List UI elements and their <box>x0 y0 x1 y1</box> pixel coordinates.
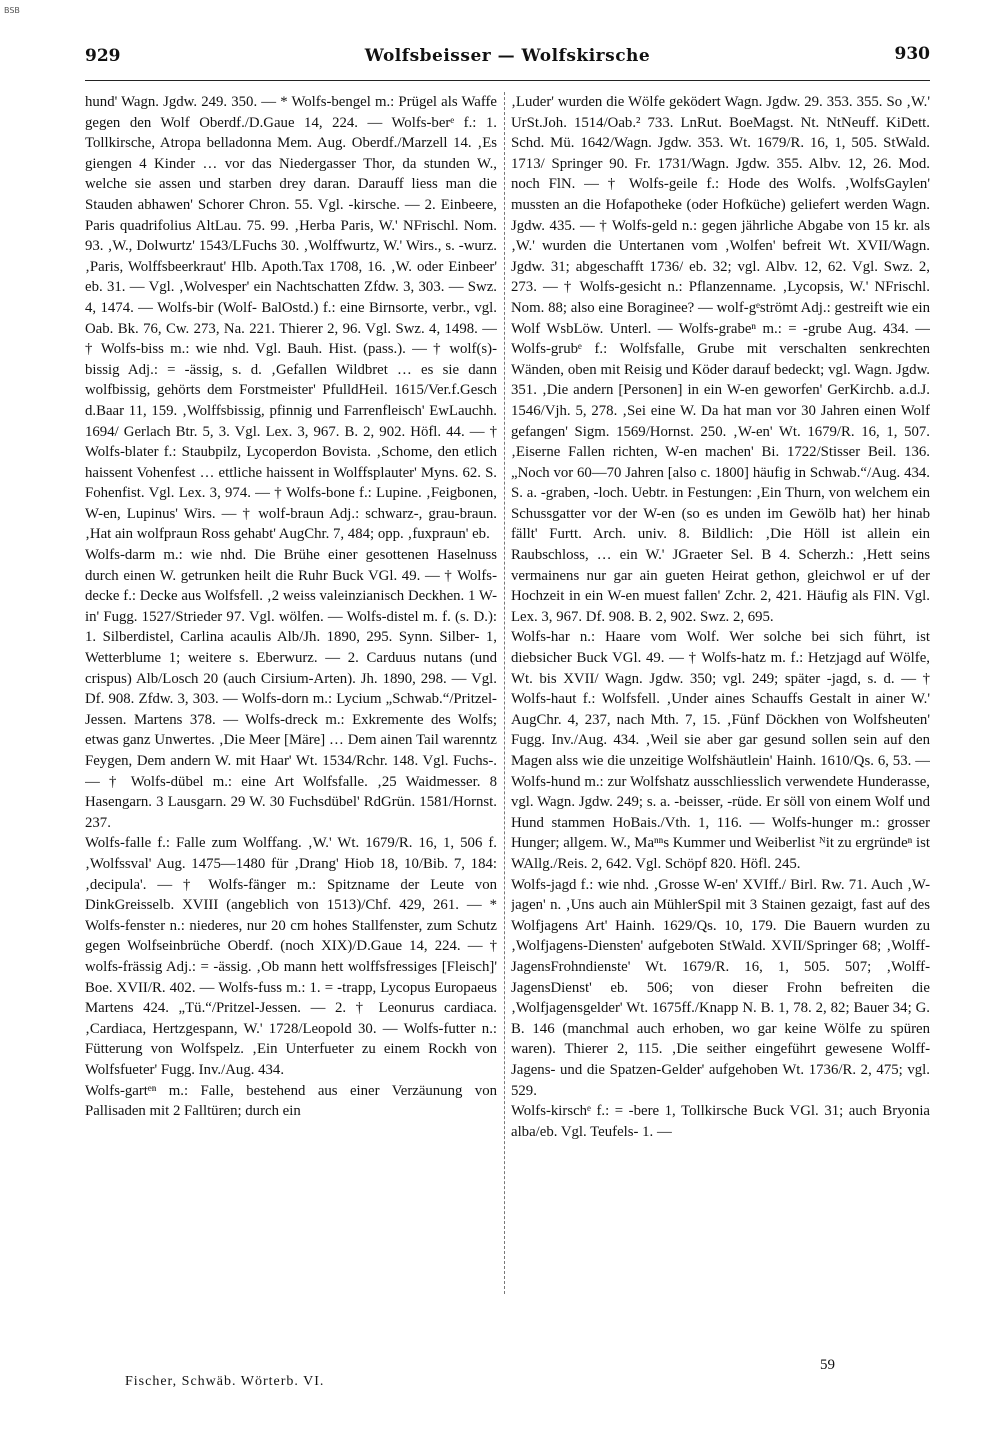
page-number-right: 930 <box>894 44 930 64</box>
library-stamp: BSB <box>4 6 20 15</box>
entry-block: Wolfs-darm m.: wie nhd. Die Brühe einer gesottenen Haselnuss durch einen W. getrunken heilt die Ruhr Buck VGl. 49. — † Wolfs-decke f.: Decke aus Wolfsfell. ‚2 weiss valeinzianisch Deckhen. 1 W-in' Fugg. 1527/Strieder 97. Vgl. wölfen. — Wolfs-distel m. f. (s. D.): 1. Silberdistel, Carlina acaulis Alb/Jh. 1890, 295. Synn. Silber- 1, Wetterblume 1; weitere s. Eberwurz. — 2. Carduus nutans (und crispus) Alb/Losch 20 (auch Cirsium-Arten). Jh. 1890, 298. — Vgl. Df. 908. Zfdw. 3, 303. — Wolfs-dorn m.: Lycium „Schwab.“/Pritzel-Jessen. Martens 378. — Wolfs-dreck m.: Exkremente des Wolfs; etwas ganz Unwertes. ‚Die Meer [Märe] … Dem ainen Tail warenntz Feygen, Dem andern W. mit Haar' Wt. 1534/Rchr. 148. Vgl. Fuchs-. — † Wolfs-dübel m.: eine Art Wolfsfalle. ‚25 Waidmesser. 8 Hasengarn. 3 Lausgarn. 29 W. 30 Fuchsdübel' RdGrün. 1581/Hornst. 237. <box>85 547 497 831</box>
entry-block: hund' Wagn. Jgdw. 249. 350. — * Wolfs-bengel m.: Prügel als Waffe gegen den Wolf Oberdf./D.Gaue 14, 224. — Wolfs-berᵉ f.: 1. Tollkirsche, Atropa belladonna Mem. Aug. Oberdf./Marzell 14. ‚Es giengen 4 Kinder … vor das Niedergasser Thor, da stunden W., welche sie assen und starben drey daran. Darauff liess man die Stauden abhawen' Schorer Chron. 55. Vgl. -kirsche. — 2. Einbeere, Paris quadrifolius AltLau. 75. 99. ‚Herba Paris, W.' NFrischl. Nom. 93. ‚W., Dolwurtz' 1543/LFuchs 30. ‚Wolffwurtz, W.' Wirs., s. -wurz. ‚Paris, Wolffsbeerkraut' Hlb. Apoth.Tax 1708, 16. ‚W. oder Einbeer' eb. 31. — Vgl. ‚Wolvesper' ein Nachtschatten Zfdw. 3, 303. — Swz. 4, 1474. — Wolfs-bir (Wolf- BalOstd.) f.: eine Birnsorte, verbr., vgl. Oab. Bk. 76, Cw. 273, Na. 221. Thierer 2, 96. Vgl. Swz. 4, 1498. — † Wolfs-biss m.: wie nhd. Vgl. Bauh. Hist. (pass.). — † wolf(s)-bissig Adj.: = -ässig, s. d. ‚Gefallen Wildbret … es sie dann wolfbissig, gehörts dem Forstmeister' PfulldHeil. 1615/Ver.f.Gesch d.Baar 11, 159. ‚Wolffsbissig, pfinnig und Farrenfleisch' EwLauchh. 1694/ Gerlach Btr. 5, 3. Vgl. Lex. 3, 967. B. 2, 902. Höfl. 44. — † Wolfs-blater f.: Staubpilz, Lycoperdon Bovista. ‚Schome, den etlich haissent Vohenfest … ettliche haissent in Wolffsplauter' Myns. 62. S. Fohenfist. Vgl. Lex. 3, 974. — † Wolfs-bone f.: Lupine. ‚Feigbonen, W-en, Lupinus' Wirs. — † wolf-braun Adj.: schwarz-, grau-braun. ‚Hat ain wolfpraun Ross gehabt' AugChr. 7, 484; opp. ‚fuxpraun' eb. <box>85 94 497 543</box>
entry-block: Wolfs-gartᵉⁿ m.: Falle, bestehend aus einer Verzäunung von Pallisaden mit 2 Falltüren; durch ein <box>85 1082 497 1120</box>
entry-block: Wolfs-kirschᵉ f.: = -bere 1, Tollkirsche Buck VGl. 31; auch Bryonia alba/eb. Vgl. Teufels- 1. — <box>511 1103 930 1140</box>
column-divider <box>504 92 505 1294</box>
text-columns <box>85 92 930 1354</box>
entry-block: Wolfs-jagd f.: wie nhd. ‚Grosse W-en' XVIff./ Birl. Rw. 71. Auch ‚W-jagen' n. ‚Uns auch ain MühlerSpil mit 3 Stainen gezaigt, fast auf des Wolfjagens Art' Hainh. 1629/Qs. 10, 179. Die Bauern wurden zu ‚Wolfjagens-Diensten' aufgeboten StWald. XVII/Springer 68; ‚Wolff-JagensFrohndienste' Wt. 1679/R. 16, 1, 505. 507; ‚Wolff-JagensDienst' eb. 506; von dieser Frohn befreiten die ‚Wolfjagensgelder' Wt. 1675ff./Knapp N. B. 1, 78. 2, 82; Bauer 34; G. B. 146 (manchmal auch erhoben, wo gar keine Wölfe zu spüren waren). Thierer 2, 115. ‚Die seither eingeführt gewesene Wolff-Jagens- und die Spatzen-Gelder' aufgehoben Wt. 1736/R. 2, 475; vgl. 529. <box>511 876 930 1099</box>
footer-source: Fischer, Schwäb. Wörterb. VI. <box>125 1374 325 1389</box>
entry-block: Wolfs-falle f.: Falle zum Wolffang. ‚W.' Wt. 1679/R. 16, 1, 506 f. ‚Wolfssval' Aug. 1475—1480 für ‚Drang' Hiob 18, 10/Bib. 7, 184: ‚decipula'. — † Wolfs-fänger m.: Spitzname der Leute von DinkGreisselb. XVIII (angeblich von 1513)/Chf. 429, 261. — * Wolfs-fenster n.: niederes, nur 20 cm hohes Stallfenster, zum Schutz gegen Wolfseinbrüche Oberdf. (noch XIX)/D.Gaue 14, 224. — † wolfs-frässig Adj.: = -ässig. ‚Ob mann hett wolffsfressiges [Fleisch]' Boe. XVII/R. 402. — Wolfs-fuss m.: 1. = -trapp, Lycopus Europaeus Martens 424. „Tü.“/Pritzel-Jessen. — 2. † Leonurus cardiaca. ‚Cardiaca, Hertzgespann, W.' 1728/Leopold 30. — Wolfs-futter n.: Fütterung von Wolfspelz. ‚Ein Unterfueter zu einem Rockh von Wolfsfueter' Fugg. Inv./Aug. 434. <box>85 835 497 1078</box>
entry-block: ‚Luder' wurden die Wölfe geködert Wagn. Jgdw. 29. 353. 355. So ‚W.' UrSt.Joh. 1514/Oab.² 733. LnRut. BoeMagst. Nt. NtNeuff. KiDett. Schd. Mü. 1642/Wagn. Jgdw. 353. Wt. 1679/R. 16, 1, 505. StWald. 1713/ Springer 90. Fr. 1731/Wagn. Jgdw. 355. Albv. 12, 26. Mod. noch FlN. — † Wolfs-geile f.: Hode des Wolfs. ‚WolfsGaylen' mussten an die Hofapotheke (oder Hofküche) geliefert werden Wagn. Jgdw. 435. — † Wolfs-geld n.: gegen jährliche Abgabe von 15 kr. als ‚W.' wurden die Untertanen vom ‚Wolfen' befreit Wt. XVII/Wagn. Jgdw. 31; abgeschafft 1736/ eb. 32; vgl. Albv. 12, 62. Vgl. Swz. 2, 273. — † Wolfs-gesicht n.: Pflanzenname. ‚Lycopsis, W.' NFrischl. Nom. 88; also eine Boraginee? — wolf-gᵉströmt Adj.: gestreift wie ein Wolf WsbLöw. Unterl. — Wolfs-grabeⁿ m.: = -grube Aug. 434. — Wolfs-grubᵉ f.: Wolfsfalle, Grube mit verschalten senkrechten Wänden, oben mit Reisig und Köder darauf bedeckt; vgl. Wagn. Jgdw. 351. ‚Die andern [Personen] in ein W-en geworfen' GerKirchb. a.d.J. 1546/Vjh. 5, 278. ‚Sei eine W. Da hat man vor 30 Jahren einen Wolf gefangen' Sigm. 1569/Hornst. 250. ‚W-en' Wt. 1679/R. 16, 1, 507. ‚Eiserne Fallen richten, W-en machen' Bi. 1722/Stisser Beil. 136. „Noch vor 60—70 Jahren [also c. 1800] häufig in Schwab.“/Aug. 434. S. a. -graben, -loch. Uebtr. in Festungen: ‚Ein Thurn, von welchem ein Schussgatter vor der W-en (so es unden im Gewölb hat) her hinab fällt' Furtt. Arch. univ. 8. Bildlich: ‚Die Höll ist allein ein Raubschloss, … ein W.' JGraeter Sel. B 4. Scherzh.: ‚Hett seins vermainens nur gar ain gueten Heirat gethon, gleichwol er uf der Hochzeit in ein W-en muest fallen' Zchr. 2, 421. Häufig als FlN. Vgl. Lex. 3, 967. Df. 908. B. 2, 902. Swz. 2, 695. <box>511 94 930 625</box>
page-header <box>85 40 930 81</box>
running-title: Wolfsbeisser — Wolfskirsche <box>364 46 651 66</box>
page-number-left: 929 <box>85 46 121 66</box>
entry-block: Wolfs-har n.: Haare vom Wolf. Wer solche bei sich führt, ist diebsicher Buck VGl. 49. — † Wolfs-hatz m. f.: Hetzjagd auf Wölfe, Wt. bis XVII/ Wagn. Jgdw. 350; vgl. 249; später -jagd, s. d. — † Wolfs-haut f.: Wolfsfell. ‚Under aines Schauffs Gestalt in ainer W.' AugChr. 4, 237, nach Mth. 7, 15. ‚Fünf Döckhen von Wolfsheuten' Fugg. Inv./Aug. 434. ‚Weil sie aber gar gesund sollen sein auf den Magen alss wie die unzeitige Wolfshäutlein' Hainh. 1610/Qs. 6, 53. — Wolfs-hund m.: zur Wolfshatz ausschliesslich verwendete Hunderasse, vgl. Wagn. Jgdw. 249; s. a. -beisser, -rüde. Er söll von einem Wolf und Hund stammen HoBais./Vth. 1, 116. — Wolfs-hunger m.: grosser Hunger; allgem. W., Maⁿⁿs Kummer und Weiberlist ᴺit zu ergründeⁿ ist WAllg./Reis. 2, 642. Vgl. Schöpf 820. Höfl. 245. <box>511 629 930 872</box>
right-column <box>511 92 930 1354</box>
sheet-number: 59 <box>820 1357 835 1373</box>
left-column <box>85 92 497 1354</box>
